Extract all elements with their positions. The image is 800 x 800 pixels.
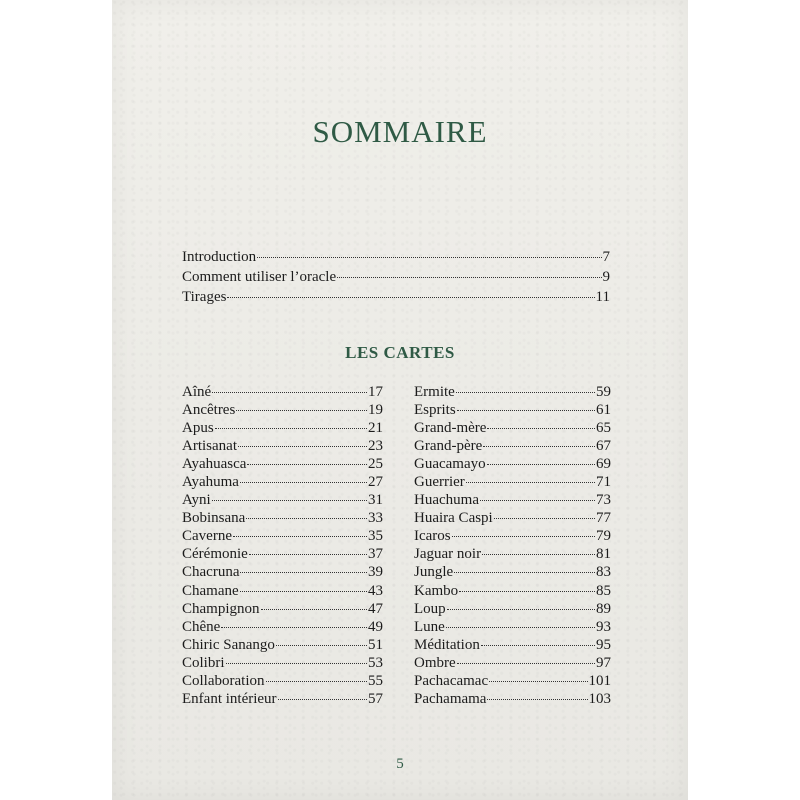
toc-entry-label: Pachamama — [414, 690, 487, 707]
toc-entry-page-number: 83 — [596, 564, 611, 581]
toc-entry — [414, 545, 611, 563]
dot-leader — [215, 428, 367, 429]
dot-leader — [240, 572, 367, 573]
dot-leader — [452, 536, 595, 537]
toc-entry-page-number: 35 — [368, 528, 383, 545]
toc-entry-page-number: 25 — [368, 456, 383, 473]
toc-entry — [414, 527, 611, 545]
toc-entry-label: Artisanat — [182, 438, 237, 455]
toc-entry — [414, 401, 611, 419]
toc-entry — [182, 654, 383, 672]
dot-leader — [454, 572, 595, 573]
toc-entry — [182, 545, 383, 563]
toc-entry-label: Grand-mère — [414, 420, 487, 437]
toc-entry-page-number: 27 — [368, 474, 383, 491]
toc-entry-page-number: 59 — [596, 384, 611, 400]
toc-entry-label: Colibri — [182, 654, 225, 671]
toc-entry-page-number: 77 — [596, 510, 611, 527]
toc-entry-page-number: 57 — [368, 690, 383, 707]
toc-entry-label: Pachacamac — [414, 672, 489, 689]
dot-leader — [257, 257, 601, 258]
toc-entry-label: Esprits — [414, 402, 456, 419]
toc-entry — [414, 582, 611, 600]
toc-entry — [182, 636, 383, 654]
dot-leader — [240, 591, 367, 592]
toc-entry-label: Ermite — [414, 384, 455, 400]
toc-entry-label: Ombre — [414, 654, 456, 671]
toc-entry — [414, 618, 611, 636]
toc-entry-page-number: 47 — [368, 600, 383, 617]
toc-entry — [414, 600, 611, 618]
dot-leader — [457, 410, 595, 411]
toc-entry-page-number: 55 — [368, 672, 383, 689]
cards-toc-left-column — [182, 383, 383, 708]
toc-entry-page-number: 23 — [368, 438, 383, 455]
toc-entry-label: Introduction — [182, 249, 257, 265]
dot-leader — [221, 627, 367, 628]
toc-entry-label: Huaira Caspi — [414, 510, 493, 527]
dot-leader — [246, 518, 367, 519]
toc-entry-label: Collaboration — [182, 672, 265, 689]
dot-leader — [457, 663, 595, 664]
toc-entry — [182, 455, 383, 473]
dot-leader — [482, 554, 595, 555]
dot-leader — [487, 428, 595, 429]
dot-leader — [494, 518, 595, 519]
toc-entry — [414, 636, 611, 654]
dot-leader — [233, 536, 367, 537]
dot-leader — [447, 609, 595, 610]
toc-entry-label: Méditation — [414, 636, 480, 653]
toc-entry-page-number: 73 — [596, 492, 611, 509]
dot-leader — [337, 277, 601, 278]
toc-entry-page-number: 43 — [368, 582, 383, 599]
toc-entry-page-number: 93 — [596, 618, 611, 635]
dot-leader — [489, 681, 587, 682]
toc-entry-label: Ayni — [182, 492, 211, 509]
toc-entry-page-number: 39 — [368, 564, 383, 581]
page-number: 5 — [396, 756, 404, 772]
toc-entry-label: Chiric Sanango — [182, 636, 275, 653]
toc-entry-page-number: 101 — [588, 672, 611, 689]
toc-entry-label: Chamane — [182, 582, 239, 599]
toc-entry-page-number: 33 — [368, 510, 383, 527]
toc-entry — [182, 491, 383, 509]
toc-entry-page-number: 95 — [596, 636, 611, 653]
dot-leader — [212, 500, 367, 501]
toc-entry-page-number: 31 — [368, 492, 383, 509]
toc-entry-page-number: 49 — [368, 618, 383, 635]
toc-entry-page-number: 81 — [596, 546, 611, 563]
toc-entry-page-number: 7 — [602, 249, 610, 265]
toc-entry — [182, 672, 383, 690]
toc-entry-page-number: 103 — [588, 690, 611, 707]
dot-leader — [226, 663, 367, 664]
dot-leader — [261, 609, 368, 610]
toc-entry — [182, 247, 610, 267]
toc-entry — [182, 509, 383, 527]
toc-entry-label: Guerrier — [414, 474, 465, 491]
toc-entry — [182, 582, 383, 600]
toc-entry-label: Guacamayo — [414, 456, 486, 473]
dot-leader — [276, 645, 367, 646]
toc-entry-label: Lune — [414, 618, 445, 635]
toc-entry-label: Aîné — [182, 384, 212, 400]
dot-leader — [249, 554, 367, 555]
toc-entry-label: Kambo — [414, 582, 459, 599]
toc-entry — [414, 455, 611, 473]
toc-entry — [414, 419, 611, 437]
toc-entry — [182, 287, 610, 307]
toc-entry — [182, 527, 383, 545]
toc-entry-page-number: 17 — [368, 384, 383, 400]
toc-entry — [182, 401, 383, 419]
toc-entry — [182, 690, 383, 708]
cards-toc-right-column — [414, 383, 611, 708]
toc-entry-page-number: 71 — [596, 474, 611, 491]
dot-leader — [212, 392, 367, 393]
dot-leader — [238, 446, 367, 447]
dot-leader — [240, 482, 367, 483]
toc-entry — [414, 563, 611, 581]
dot-leader — [481, 645, 595, 646]
dot-leader — [466, 482, 595, 483]
dot-leader — [266, 681, 368, 682]
toc-entry — [414, 383, 611, 401]
toc-entry-page-number: 67 — [596, 438, 611, 455]
toc-entry-label: Comment utiliser l’oracle — [182, 269, 337, 286]
toc-entry-label: Apus — [182, 420, 214, 437]
toc-entry-label: Chacruna — [182, 564, 240, 581]
toc-entry — [414, 473, 611, 491]
toc-entry-label: Enfant intérieur — [182, 690, 277, 707]
section-title-cartes: LES CARTES — [345, 343, 455, 362]
toc-entry-label: Champignon — [182, 600, 260, 617]
toc-entry — [414, 690, 611, 708]
toc-entry-page-number: 9 — [602, 269, 610, 286]
book-page — [112, 0, 688, 800]
dot-leader — [236, 410, 367, 411]
toc-entry-page-number: 51 — [368, 636, 383, 653]
toc-entry-label: Bobinsana — [182, 510, 246, 527]
dot-leader — [459, 591, 595, 592]
toc-entry — [182, 437, 383, 455]
toc-entry-page-number: 19 — [368, 402, 383, 419]
toc-entry-page-number: 37 — [368, 546, 383, 563]
toc-entry-page-number: 97 — [596, 654, 611, 671]
dot-leader — [446, 627, 595, 628]
toc-entry-page-number: 11 — [595, 289, 610, 306]
toc-entry-label: Jaguar noir — [414, 546, 482, 563]
toc-entry — [414, 437, 611, 455]
toc-entry-label: Huachuma — [414, 492, 479, 509]
toc-entry-label: Loup — [414, 600, 446, 617]
toc-entry-label: Cérémonie — [182, 546, 248, 563]
toc-entry-label: Icaros — [414, 528, 451, 545]
toc-entry-label: Jungle — [414, 564, 454, 581]
page-title: SOMMAIRE — [312, 114, 488, 149]
toc-entry-page-number: 69 — [596, 456, 611, 473]
toc-entry — [414, 672, 611, 690]
dot-leader — [456, 392, 595, 393]
toc-entry — [182, 419, 383, 437]
intro-toc — [182, 247, 610, 308]
toc-entry — [414, 509, 611, 527]
toc-entry-page-number: 61 — [596, 402, 611, 419]
dot-leader — [278, 699, 367, 700]
toc-entry-page-number: 53 — [368, 654, 383, 671]
toc-entry — [414, 654, 611, 672]
dot-leader — [483, 446, 595, 447]
toc-entry — [182, 383, 383, 401]
toc-entry — [182, 618, 383, 636]
toc-entry-label: Caverne — [182, 528, 232, 545]
dot-leader — [480, 500, 595, 501]
toc-entry-page-number: 21 — [368, 420, 383, 437]
toc-entry-label: Tirages — [182, 289, 227, 306]
toc-entry — [182, 473, 383, 491]
dot-leader — [227, 297, 594, 298]
toc-entry-label: Grand-père — [414, 438, 483, 455]
toc-entry — [182, 600, 383, 618]
toc-entry-page-number: 89 — [596, 600, 611, 617]
toc-entry-label: Ayahuma — [182, 474, 239, 491]
toc-entry-page-number: 85 — [596, 582, 611, 599]
dot-leader — [247, 464, 367, 465]
toc-entry — [414, 491, 611, 509]
toc-entry-label: Ayahuasca — [182, 456, 247, 473]
toc-entry-page-number: 65 — [596, 420, 611, 437]
toc-entry-page-number: 79 — [596, 528, 611, 545]
toc-entry-label: Ancêtres — [182, 402, 236, 419]
dot-leader — [487, 699, 587, 700]
toc-entry-label: Chêne — [182, 618, 221, 635]
toc-entry — [182, 267, 610, 287]
toc-entry — [182, 563, 383, 581]
dot-leader — [487, 464, 595, 465]
